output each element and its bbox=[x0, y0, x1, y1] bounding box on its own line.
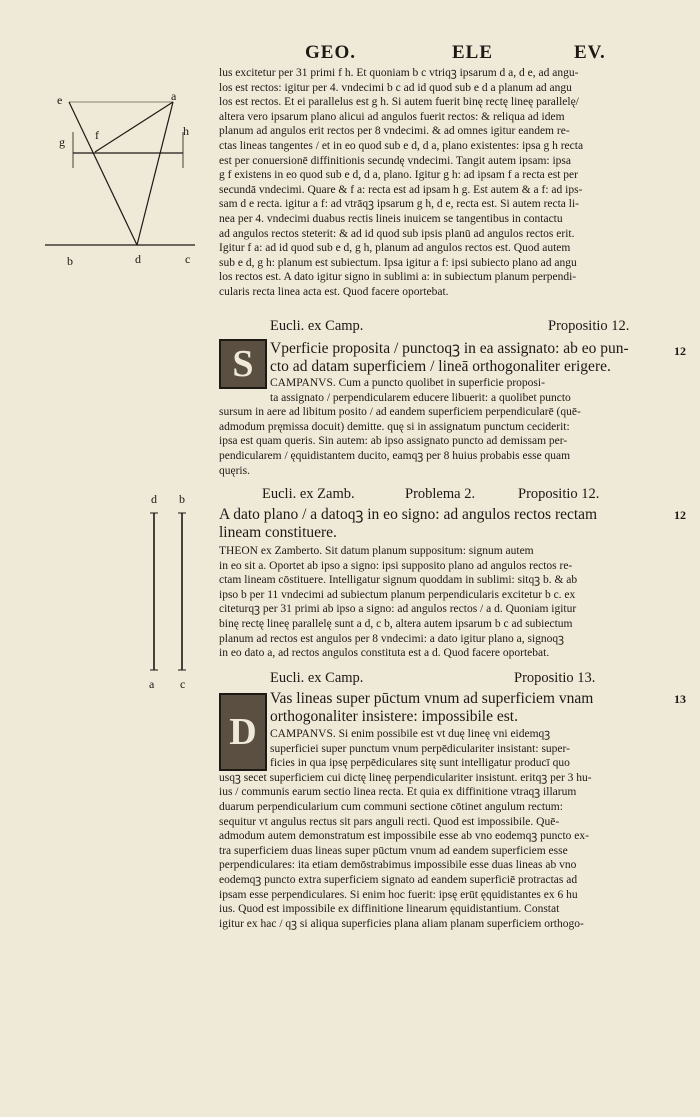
margin-proposition-number: 13 bbox=[674, 692, 686, 706]
text-line: secundā vndecimi. Quare & f a: recta est ad ipsam h g. Est autem & a f: ad ips- bbox=[219, 183, 583, 196]
figure-label-g: g bbox=[59, 135, 65, 149]
campanus-commentary bbox=[219, 376, 664, 478]
text-line: lus excitetur per 31 primi f h. Et quoniam b c vtriqꝫ ipsarum d a, d e, ad angu- bbox=[219, 67, 579, 79]
figure-label-b: b bbox=[67, 254, 73, 268]
text-line: sub e d, g h: planum est subiectum. Ipsa igitur a f: ipsi subiecto plano ad angu bbox=[219, 256, 577, 269]
text-line: ius / communis earum sectio linea recta. Et quia ex diffinitione vtraqꝫ illarum bbox=[219, 786, 577, 799]
text-line: orthogonaliter insistere: impossibile est. bbox=[270, 707, 518, 725]
figure-label-f: f bbox=[95, 128, 99, 142]
geometric-figure-1 bbox=[45, 80, 205, 270]
proposition-number: Propositio 13. bbox=[514, 670, 596, 686]
figure2-label-d: d bbox=[151, 492, 157, 506]
figure-line-ad bbox=[137, 102, 173, 245]
text-line: admodum pręmissa docuit) demitte. quę si in assignatum punctum ceciderit: bbox=[219, 420, 570, 433]
text-line: quęris. bbox=[219, 464, 250, 477]
text-line: citeturqꝫ per 31 primi ab ipso a signo: ad angulos rectos / a d. Quoniam igitur bbox=[219, 603, 577, 616]
text-line: igitur ex hac / qꝫ si aliqua superficies plana aliam planam superficiem orthogo- bbox=[219, 917, 584, 930]
proposition-enunciation bbox=[270, 340, 665, 375]
text-line: ctam lineam cōstituere. Intelligatur signum quoddam in sublimi: sitqꝫ b. & ab bbox=[219, 574, 578, 587]
text-line: ipsam esse perpendiculares. Si enim hoc fuerit: ipsę erūt ęquidistantes ex 6 hu bbox=[219, 888, 578, 901]
decorated-initial-d: D bbox=[219, 693, 267, 771]
text-line: sursum in aere ad libitum posito / ad eandem superficiem perpendicularē (quē- bbox=[219, 406, 581, 419]
text-line: los est rectos: igitur per 4. vndecimi b c ad id quod sub e d a planum ad angu bbox=[219, 81, 572, 94]
text-line: Vas lineas super pūctum vnum ad superficiem vnam bbox=[270, 690, 594, 707]
text-line: superficiei super punctum vnum perpēdiculariter insistant: super- bbox=[270, 742, 570, 755]
text-line: altera vero ipsarum plano alicui ad angulos fuerit rectos: & reliqua ad idem bbox=[219, 110, 565, 123]
text-line: ius. Quod est impossibile ex diffinitione linearum ęquidistantium. Constat bbox=[219, 903, 560, 916]
figure2-label-c: c bbox=[180, 677, 186, 691]
figure-label-a: a bbox=[171, 89, 177, 103]
text-line: planum ad angulos erit rectos per 8 vndecimi. & ad omnes igitur eandem re- bbox=[219, 125, 570, 138]
text-line: sam d e recta. igitur a f: ad vtrāqꝫ ipsarum g h, d e, recta est. Si autem recta li- bbox=[219, 198, 580, 211]
text-line: ipso b per 11 vndecimi ad subiectum planum perpendicularis excitetur b c. ex bbox=[219, 588, 576, 601]
running-head-middle: ELE bbox=[452, 42, 494, 63]
text-line: cularis recta linea acta est. Quod facere oportebat. bbox=[219, 285, 449, 298]
text-line: ipsa est quam queris. Sin autem: ab ipso assignato puncto ad demissam per- bbox=[219, 435, 568, 448]
text-line: usqꝫ secet superficiem cui dictę lineę perpendiculariter insistunt. eritqꝫ per 3 hu- bbox=[219, 771, 592, 784]
geometric-figure-2 bbox=[140, 488, 200, 698]
text-line: ctas lineas tangentes / et in eo quod sub e d, d a, plano existentes: ipsa g h recta bbox=[219, 139, 584, 152]
text-line: pendicularem / ęquidistantem ducito, eamqꝫ per 8 huius probabis esse quam bbox=[219, 449, 571, 462]
text-line: in eo dato a, ad rectos angulos constituta est a d. Quod facere oportebat. bbox=[219, 647, 550, 660]
text-line: Igitur f a: ad id quod sub e d, g h, planum ad angulos rectos est. Quod autem bbox=[219, 242, 571, 255]
text-line: los rectos est. A dato igitur signo in sublimi a: in subiectum planum perpendi- bbox=[219, 271, 577, 284]
problem-number: Problema 2. bbox=[405, 486, 476, 502]
running-head-left: GEO. bbox=[305, 42, 356, 63]
text-line: perpendiculares: ita etiam demōstrabimus impossibile esse duas lineas ab vno bbox=[219, 859, 577, 872]
text-line: nea per 4. vndecimi duabus rectis lineis inuicem se tangentibus in contactu bbox=[219, 212, 563, 225]
text-line: duarum perpendicularium cum communi sectione cōtinet angulum rectum: bbox=[219, 800, 563, 813]
text-line: Vperficie proposita / punctoqꝫ in ea assignato: ab eo pun- bbox=[270, 340, 629, 357]
running-head-right: EV. bbox=[574, 42, 606, 63]
figure2-label-a: a bbox=[149, 677, 155, 691]
proposition-number: Propositio 12. bbox=[548, 318, 630, 334]
proposition-number: Propositio 12. bbox=[518, 486, 600, 502]
proposition-enunciation bbox=[270, 690, 665, 725]
text-line: ficies in qua ipsę perpēdiculares sitę sunt intelligatur producī quo bbox=[270, 757, 570, 770]
text-line: in eo sit a. Oportet ab ipso a signo: ipsi supposito plano ad angulos rectos re- bbox=[219, 559, 573, 572]
section-source-label: Eucli. ex Zamb. bbox=[262, 486, 355, 502]
theon-commentary bbox=[219, 544, 664, 661]
text-line: CAMPANVS. Si enim possibile est vt duę lineę vni eidemqꝫ bbox=[270, 728, 551, 740]
section-source-label: Eucli. ex Camp. bbox=[270, 670, 364, 686]
text-line: ta assignato / perpendicularem educere libuerit: a quolibet puncto bbox=[270, 391, 571, 404]
text-line: CAMPANVS. Cum a puncto quolibet in superficie proposi- bbox=[270, 377, 545, 389]
figure-line-fa bbox=[95, 102, 173, 152]
text-line: eodemqꝫ puncto extra superficiem signato ad eandem superficiē protractas ad bbox=[219, 873, 578, 886]
text-block-opening bbox=[219, 66, 664, 300]
text-line: ad angulos rectos steterit: & ad id quod sub ipsis planū ad angulos rectos erit. bbox=[219, 227, 575, 240]
figure-label-c: c bbox=[185, 252, 191, 266]
figure2-label-b: b bbox=[179, 492, 185, 506]
margin-proposition-number: 12 bbox=[674, 344, 686, 358]
text-line: est per conuersionē diffinitionis secundę vndecimi. Tangit autem ipsam: ipsa bbox=[219, 154, 571, 167]
decorated-initial-s: S bbox=[219, 339, 267, 389]
campanus-commentary bbox=[219, 727, 664, 931]
text-line: cto ad datam superficiem / lineā orthogonaliter erigere. bbox=[270, 357, 611, 375]
text-line: tra superficiem duas lineas super pūctum vnum ad eandem superficiem esse bbox=[219, 844, 568, 857]
problem-enunciation bbox=[219, 506, 664, 541]
text-line: binę rectę lineę parallelę sunt a d, c b, altera autem ipsarum b c ad subiectum bbox=[219, 617, 573, 630]
text-line: admodum autem demonstratum est impossibile esse ab vno eodemqꝫ puncto ex- bbox=[219, 830, 589, 843]
figure-label-h: h bbox=[183, 124, 189, 138]
text-line: THEON ex Zamberto. Sit datum planum suppositum: signum autem bbox=[219, 545, 534, 557]
text-line: sequitur vt angulus rectus sit pars anguli recti. Quod est impossibile. Quē- bbox=[219, 815, 560, 828]
text-line: los est rectos. Et ei parallelus est g h. Si autem fuerit binę rectę lineę parallelę/ bbox=[219, 96, 579, 109]
text-line: lineam constituere. bbox=[219, 523, 337, 541]
figure-line-ed bbox=[69, 102, 137, 245]
figure-label-d: d bbox=[135, 252, 141, 266]
figure-label-e: e bbox=[57, 93, 63, 107]
text-line: g f existens in eo quod sub e d, d a, plano. Igitur g h: ad ipsam f a recta est per bbox=[219, 169, 578, 182]
margin-proposition-number: 12 bbox=[674, 508, 686, 522]
text-line: A dato plano / a datoqꝫ in eo signo: ad angulos rectos rectam bbox=[219, 506, 598, 523]
section-source-label: Eucli. ex Camp. bbox=[270, 318, 364, 334]
text-line: planum ad rectos est angulos per 8 vndecimi: a dato igitur plano a, signoqꝫ bbox=[219, 632, 565, 645]
